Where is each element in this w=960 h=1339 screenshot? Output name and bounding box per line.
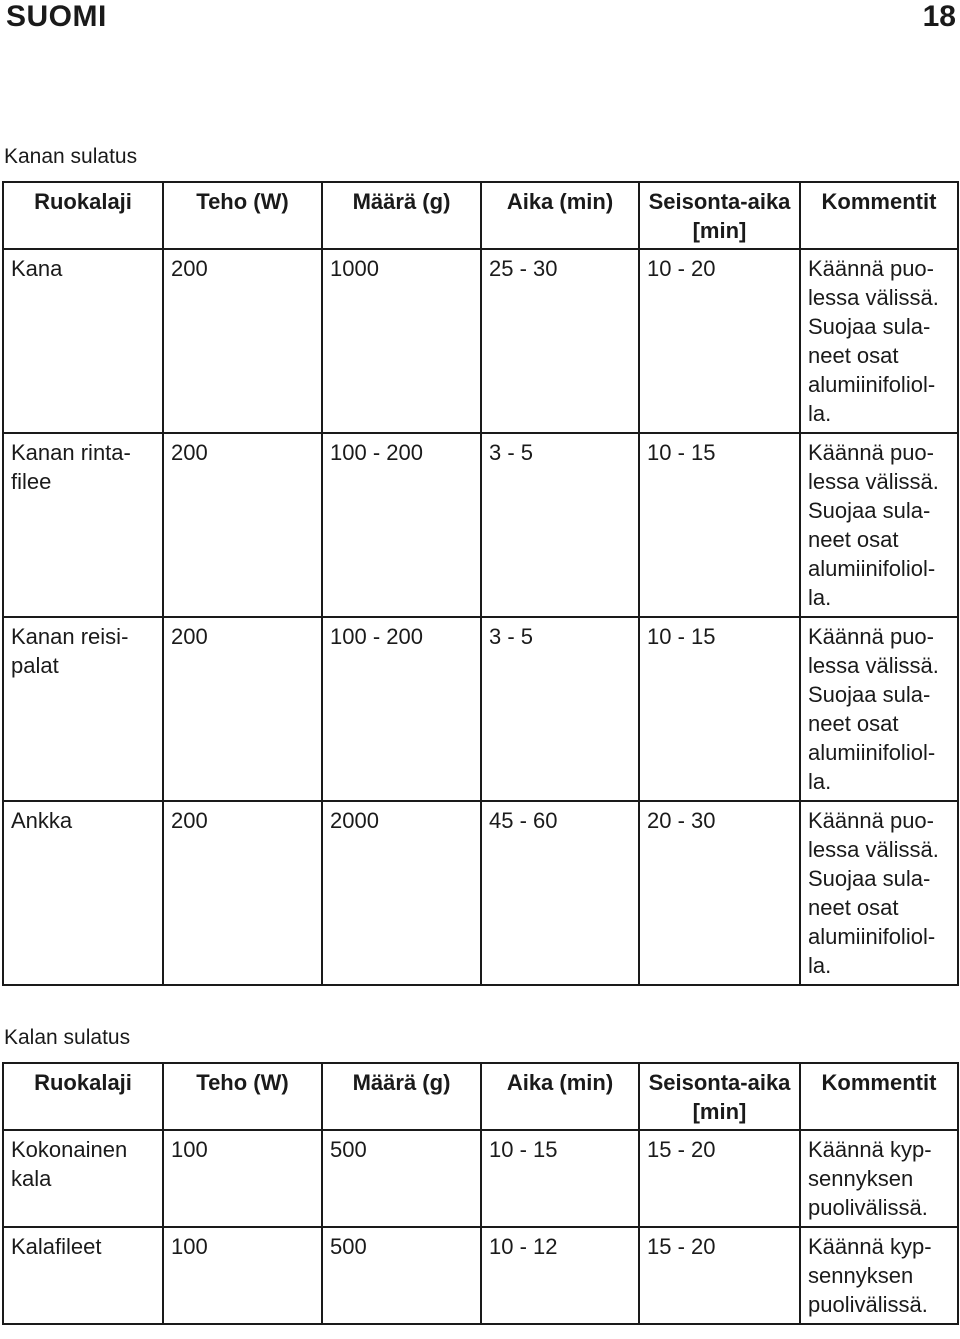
fish-thawing-table	[2, 1062, 959, 1325]
comment-cell: Käännä puo- lessa välissä. Suojaa sula- neet osat alumiinifoliol- la.	[800, 617, 958, 801]
power-cell: 100	[163, 1227, 322, 1324]
column-header: Teho (W)	[163, 1063, 322, 1130]
dish-cell: Kanan reisi- palat	[3, 617, 163, 801]
column-header: Seisonta-aika [min]	[639, 1063, 800, 1130]
page-number: 18	[922, 0, 956, 33]
power-cell: 200	[163, 617, 322, 801]
power-cell: 200	[163, 433, 322, 617]
standing-time-cell: 20 - 30	[639, 801, 800, 985]
standing-time-cell: 10 - 15	[639, 433, 800, 617]
time-cell: 25 - 30	[481, 249, 639, 433]
column-header: Teho (W)	[163, 182, 322, 249]
comment-cell: Käännä kyp- sennyksen puolivälissä.	[800, 1130, 958, 1227]
power-cell: 100	[163, 1130, 322, 1227]
dish-cell: Kokonainen kala	[3, 1130, 163, 1227]
column-header: Ruokalaji	[3, 182, 163, 249]
table-row	[3, 617, 958, 801]
column-header: Kommentit	[800, 182, 958, 249]
dish-cell: Kana	[3, 249, 163, 433]
time-cell: 45 - 60	[481, 801, 639, 985]
standing-time-cell: 10 - 20	[639, 249, 800, 433]
section-title-fish: Kalan sulatus	[4, 1026, 131, 1049]
comment-cell: Käännä puo- lessa välissä. Suojaa sula- neet osat alumiinifoliol- la.	[800, 249, 958, 433]
page-header	[0, 0, 960, 36]
time-cell: 3 - 5	[481, 617, 639, 801]
column-header: Seisonta-aika [min]	[639, 182, 800, 249]
comment-cell: Käännä puo- lessa välissä. Suojaa sula- neet osat alumiinifoliol- la.	[800, 801, 958, 985]
amount-cell: 100 - 200	[322, 433, 481, 617]
column-header: Ruokalaji	[3, 1063, 163, 1130]
dish-cell: Kalafileet	[3, 1227, 163, 1324]
table-row	[3, 249, 958, 433]
table-row	[3, 1227, 958, 1324]
amount-cell: 100 - 200	[322, 617, 481, 801]
power-cell: 200	[163, 249, 322, 433]
language-label: SUOMI	[6, 0, 107, 33]
amount-cell: 2000	[322, 801, 481, 985]
column-header: Aika (min)	[481, 182, 639, 249]
table-header-row	[3, 182, 958, 249]
table-header-row	[3, 1063, 958, 1130]
comment-cell: Käännä puo- lessa välissä. Suojaa sula- neet osat alumiinifoliol- la.	[800, 433, 958, 617]
column-header: Kommentit	[800, 1063, 958, 1130]
power-cell: 200	[163, 801, 322, 985]
dish-cell: Kanan rinta- filee	[3, 433, 163, 617]
time-cell: 10 - 12	[481, 1227, 639, 1324]
table-row	[3, 801, 958, 985]
standing-time-cell: 10 - 15	[639, 617, 800, 801]
table-row	[3, 433, 958, 617]
comment-cell: Käännä kyp- sennyksen puolivälissä.	[800, 1227, 958, 1324]
column-header: Määrä (g)	[322, 182, 481, 249]
standing-time-cell: 15 - 20	[639, 1130, 800, 1227]
time-cell: 3 - 5	[481, 433, 639, 617]
time-cell: 10 - 15	[481, 1130, 639, 1227]
amount-cell: 1000	[322, 249, 481, 433]
section-title-chicken: Kanan sulatus	[4, 145, 138, 168]
column-header: Määrä (g)	[322, 1063, 481, 1130]
table-row	[3, 1130, 958, 1227]
amount-cell: 500	[322, 1227, 481, 1324]
standing-time-cell: 15 - 20	[639, 1227, 800, 1324]
chicken-thawing-table	[2, 181, 959, 986]
dish-cell: Ankka	[3, 801, 163, 985]
amount-cell: 500	[322, 1130, 481, 1227]
column-header: Aika (min)	[481, 1063, 639, 1130]
